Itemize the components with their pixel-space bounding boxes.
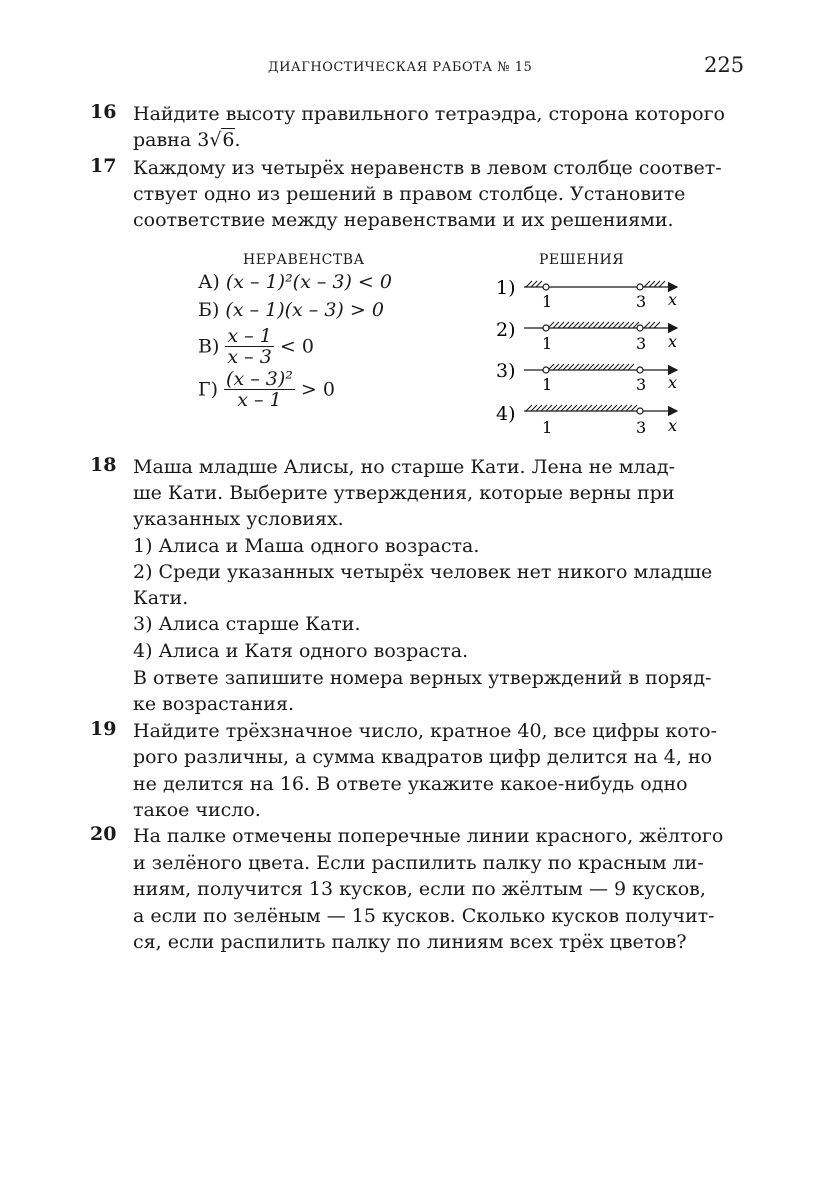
sqrt-radicand: 6 bbox=[222, 129, 235, 151]
q18-option-3: 3) Алиса старше Кати. bbox=[133, 613, 361, 635]
solution-3-point-3 bbox=[637, 367, 643, 373]
inequality-b-expr: (x – 1)(x – 3) > 0 bbox=[225, 299, 384, 321]
solution-1-line bbox=[496, 277, 677, 311]
inequality-v-relation: < 0 bbox=[279, 335, 314, 358]
q20-line-2: и зелёного цвета. Если распилить палку по красным ли- bbox=[133, 852, 704, 874]
inequality-g-denominator: x – 1 bbox=[237, 389, 282, 411]
inequality-v-numerator: x – 1 bbox=[227, 325, 272, 347]
solution-4-line bbox=[496, 403, 677, 437]
solution-2-point-3 bbox=[637, 325, 643, 331]
q20-line-1: На палке отмечены поперечные линии красного, жёлтого bbox=[133, 825, 724, 847]
q16-line-2-suffix: . bbox=[234, 129, 241, 151]
q18-line-1: Маша младше Алисы, но старше Кати. Лена не млад- bbox=[133, 456, 675, 478]
inequality-g bbox=[198, 369, 335, 410]
solution-3-var: x bbox=[668, 373, 678, 392]
question-number-19: 19 bbox=[90, 718, 117, 740]
solution-4-hatch bbox=[526, 405, 637, 411]
q20-line-4: а если по зелёным — 15 кусков. Сколько кусков получит- bbox=[133, 905, 715, 927]
q18-option-2: 2) Среди указанных четырёх человек нет никого младше bbox=[133, 561, 713, 583]
q16-line-2-prefix: равна 3 bbox=[133, 129, 210, 151]
solution-4-tick-3: 3 bbox=[636, 418, 647, 437]
page-number: 225 bbox=[704, 53, 745, 77]
q18-answer-note-1: В ответе запишите номера верных утверждений в поряд- bbox=[133, 667, 712, 689]
q18-option-1: 1) Алиса и Маша одного возраста. bbox=[133, 535, 480, 557]
inequality-v-denominator: x – 3 bbox=[227, 346, 272, 368]
q18-option-2-cont: Кати. bbox=[133, 587, 189, 609]
solutions-title: РЕШЕНИЯ bbox=[539, 252, 625, 268]
q19-line-1: Найдите трёхзначное число, кратное 40, все цифры кото- bbox=[133, 720, 718, 742]
q19-line-2: рого различны, а сумма квадратов цифр делится на 4, но bbox=[133, 746, 713, 768]
solution-1-point-1 bbox=[543, 284, 549, 290]
inequality-v-label: В) bbox=[198, 335, 220, 358]
solution-3-tick-3: 3 bbox=[636, 375, 647, 394]
solution-3-label: 3) bbox=[496, 360, 516, 382]
solution-2-line bbox=[496, 319, 677, 353]
sqrt-sign: √ bbox=[209, 129, 222, 151]
solution-4-point-3 bbox=[637, 408, 643, 414]
solutions-number-lines bbox=[490, 270, 700, 440]
inequality-b-label: Б) bbox=[198, 299, 220, 321]
q16-line-2 bbox=[133, 127, 241, 153]
q18-answer-note-2: ке возрастания. bbox=[133, 693, 294, 715]
q18-option-4: 4) Алиса и Катя одного возраста. bbox=[133, 640, 469, 662]
q17-line-1: Каждому из четырёх неравенств в левом столбце соответ- bbox=[133, 157, 722, 179]
solution-2-label: 2) bbox=[496, 319, 516, 341]
q18-line-3: указанных условиях. bbox=[133, 508, 344, 530]
solution-3-hatch bbox=[548, 364, 634, 370]
solution-2-tick-3: 3 bbox=[636, 334, 647, 353]
inequality-v-fraction bbox=[225, 326, 273, 367]
inequality-a-label: А) bbox=[198, 271, 220, 293]
solution-2-tick-1: 1 bbox=[542, 334, 553, 353]
solution-3-line bbox=[496, 360, 677, 394]
solution-4-var: x bbox=[668, 416, 678, 435]
solution-2-var: x bbox=[668, 332, 678, 351]
solution-3-point-1 bbox=[543, 367, 549, 373]
question-number-16: 16 bbox=[90, 101, 117, 123]
q19-line-3: не делится на 16. В ответе укажите какое-нибудь одно bbox=[133, 773, 688, 795]
inequality-a-expr: (x – 1)²(x – 3) < 0 bbox=[225, 271, 392, 293]
q18-line-2: ше Кати. Выберите утверждения, которые верны при bbox=[133, 482, 675, 504]
q17-line-2: ствует одно из решений в правом столбце. Установите bbox=[133, 183, 686, 205]
solution-4-label: 4) bbox=[496, 403, 516, 425]
solution-3-tick-1: 1 bbox=[542, 375, 553, 394]
question-number-20: 20 bbox=[90, 823, 117, 845]
solution-1-tick-1: 1 bbox=[542, 292, 553, 311]
inequality-g-fraction bbox=[224, 369, 295, 410]
q20-line-3: ниям, получится 13 кусков, если по жёлтым — 9 кусков, bbox=[133, 878, 706, 900]
inequality-g-label: Г) bbox=[198, 378, 218, 401]
inequality-a bbox=[198, 271, 392, 293]
inequality-b bbox=[198, 299, 384, 321]
q20-line-5: ся, если распилить палку по линиям всех трёх цветов? bbox=[133, 931, 687, 953]
solution-4-tick-1: 1 bbox=[542, 418, 553, 437]
question-number-17: 17 bbox=[90, 155, 117, 177]
inequality-g-numerator: (x – 3)² bbox=[226, 368, 293, 390]
running-title: ДИАГНОСТИЧЕСКАЯ РАБОТА № 15 bbox=[268, 60, 533, 75]
q17-line-3: соответствие между неравенствами и их решениями. bbox=[133, 209, 674, 231]
inequalities-title: НЕРАВЕНСТВА bbox=[243, 252, 365, 268]
solution-1-var: x bbox=[668, 290, 678, 309]
inequality-v bbox=[198, 326, 314, 367]
inequality-g-relation: > 0 bbox=[300, 378, 335, 401]
q16-line-1: Найдите высоту правильного тетраэдра, сторона которого bbox=[133, 103, 725, 125]
solution-1-point-3 bbox=[637, 284, 643, 290]
solution-1-label: 1) bbox=[496, 277, 516, 299]
solution-2-point-1 bbox=[543, 325, 549, 331]
solution-1-tick-3: 3 bbox=[636, 292, 647, 311]
question-number-18: 18 bbox=[90, 454, 117, 476]
q19-line-4: такое число. bbox=[133, 799, 261, 821]
